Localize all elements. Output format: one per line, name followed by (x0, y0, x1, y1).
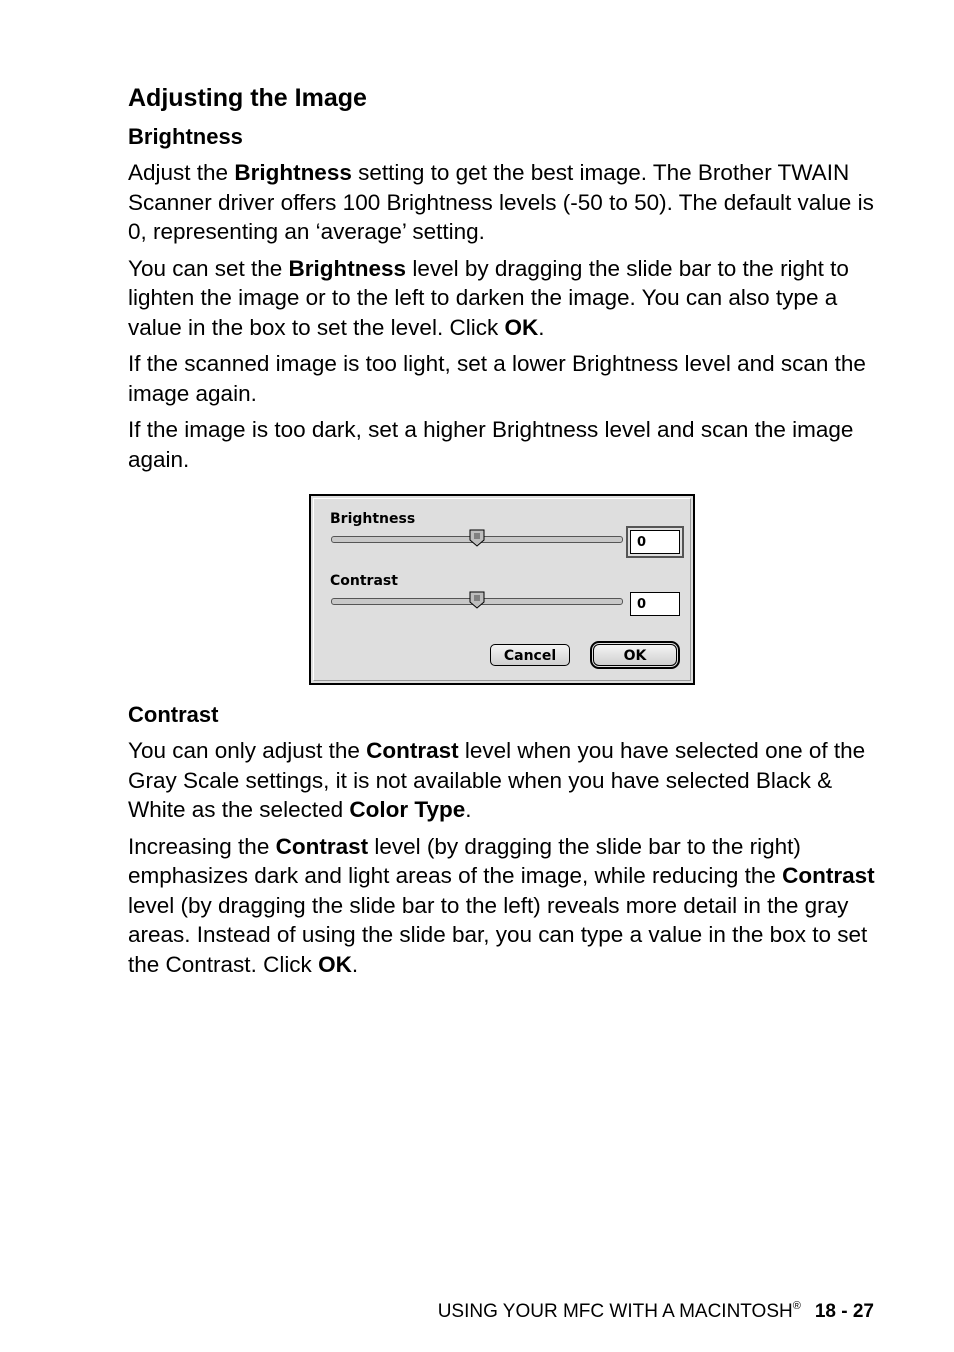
running-title: USING YOUR MFC WITH A MACINTOSH (437, 1301, 793, 1322)
page-footer (438, 1300, 874, 1323)
contrast-value-field[interactable]: 0 (630, 592, 680, 616)
brightness-paragraph-3: If the scanned image is too light, set a lower Brightness level and scan the image again. (128, 351, 866, 406)
brightness-paragraph-4: If the image is too dark, set a higher Brightness level and scan the image again. (128, 417, 854, 472)
contrast-label: Contrast (330, 573, 398, 589)
contrast-section (128, 702, 878, 986)
cancel-button[interactable]: Cancel (490, 644, 570, 666)
brightness-slider[interactable] (331, 536, 623, 543)
brightness-slider-thumb[interactable] (469, 529, 485, 547)
brightness-paragraph-2: You can set the Brightness level by dragging the slide bar to the right to lighten the image or to the left to darken the image. You can also type a value in the box to set the level. Click OK. (128, 255, 849, 340)
contrast-paragraph-1: You can only adjust the Contrast level when you have selected one of the Gray Scale settings, it is not available when you have selected Black & White as the selected Color Type. (128, 738, 866, 822)
brightness-contrast-dialog (309, 494, 695, 685)
contrast-slider[interactable] (331, 598, 623, 605)
contrast-paragraph-2: Increasing the Contrast level (by dragging the slide bar to the right) emphasizes dark and light areas of the image, while reducing the Contrast level (by dragging the slide bar to the left) reveals more detail in the gray areas. Instead of using the slide bar, you can type a value in the box to set the Contrast. Click OK. (128, 833, 875, 977)
page-heading: Adjusting the Image (128, 84, 367, 112)
brightness-value-field[interactable]: 0 (630, 530, 680, 554)
contrast-section-title: Contrast (128, 702, 219, 727)
brightness-section (128, 124, 878, 481)
dialog-panel (313, 498, 691, 681)
brightness-paragraph-1: Adjust the Brightness setting to get the best image. The Brother TWAIN Scanner driver offers 100 Brightness levels (-50 to 50). The default value is 0, representing an ‘average’ setting. (128, 160, 874, 244)
contrast-slider-thumb[interactable] (469, 591, 485, 609)
brightness-section-title: Brightness (128, 124, 243, 149)
ok-button[interactable]: OK (593, 644, 677, 666)
brightness-label: Brightness (330, 511, 416, 527)
page-number: 18 - 27 (814, 1301, 874, 1322)
registered-mark: ® (792, 1300, 801, 1312)
